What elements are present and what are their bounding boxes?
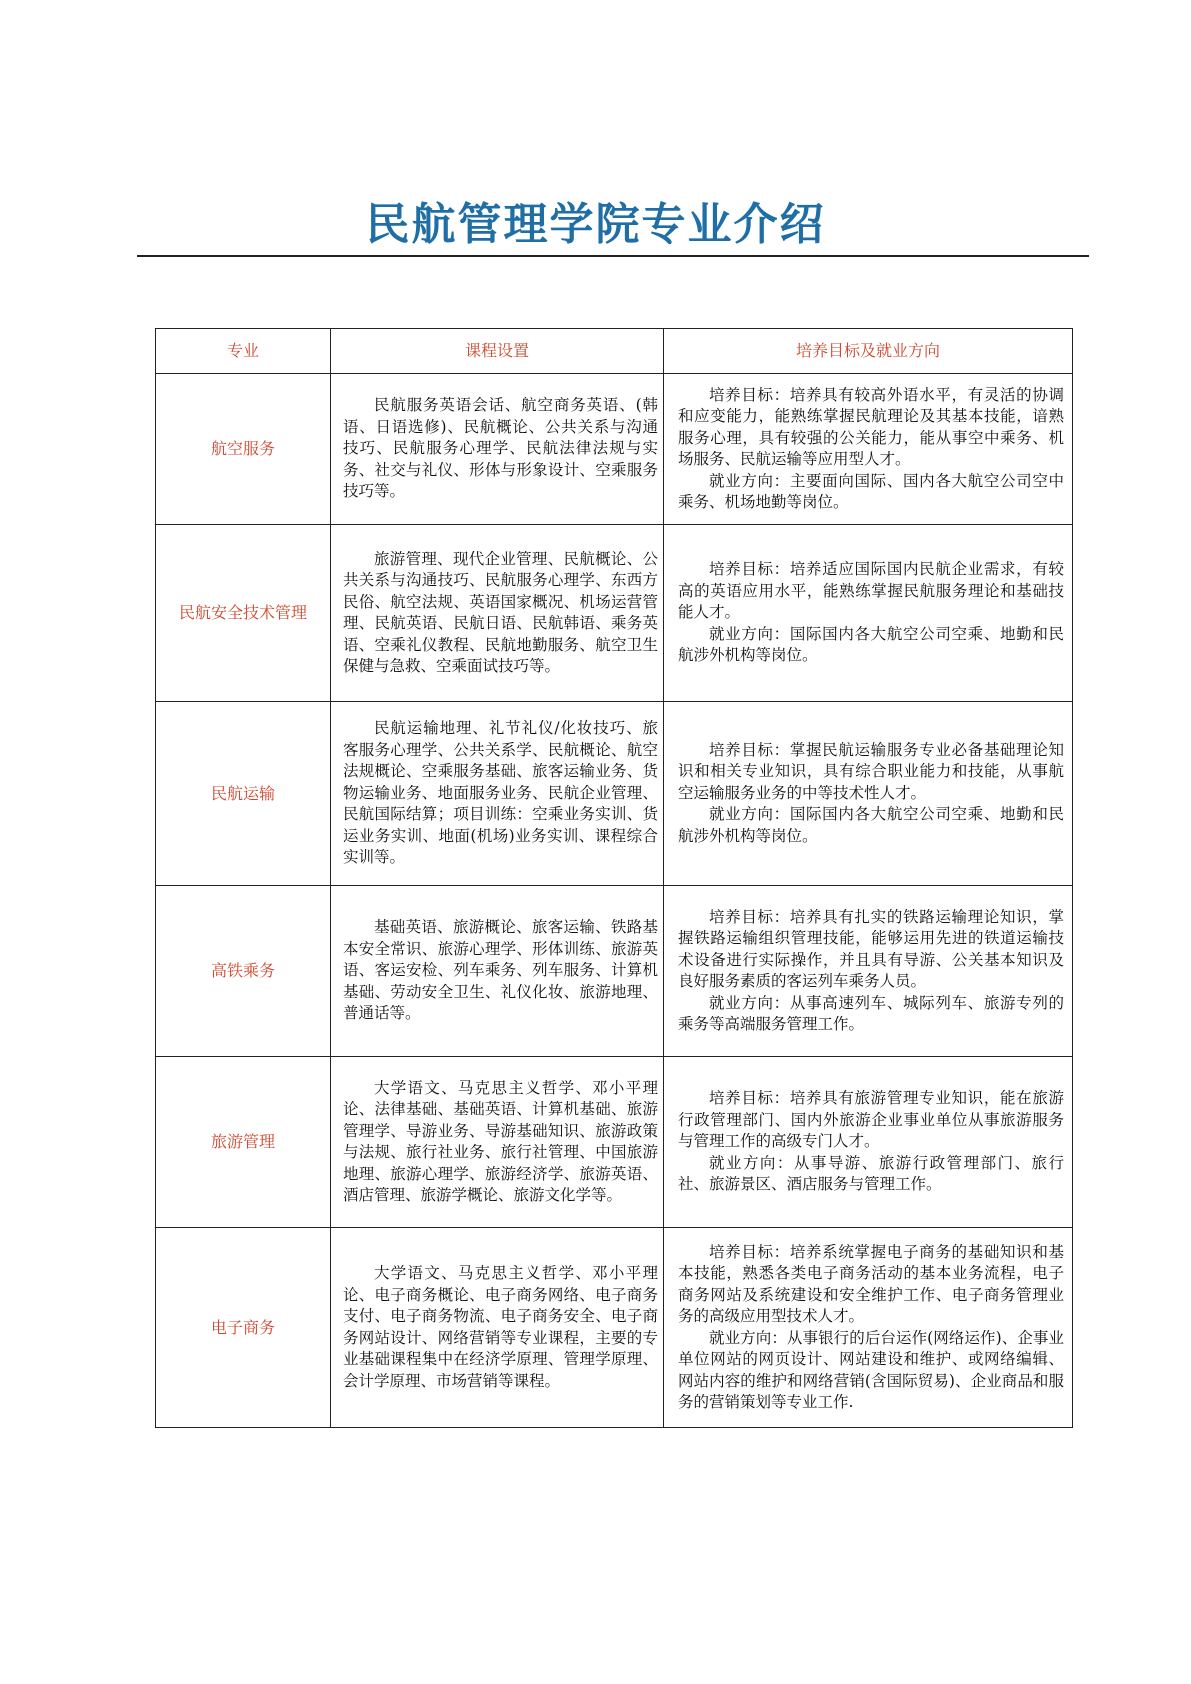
table-row (156, 525, 1073, 702)
course-list (331, 702, 664, 886)
training-goal: 培养目标：培养具有扎实的铁路运输理论知识，掌握铁路运输组织管理技能，能够运用先进的铁道运输技术设备进行实际操作，并且具有导游、公关基本知识及良好服务素质的客运列车乘务人员。 (678, 907, 1064, 990)
goal-career-cell (664, 1057, 1073, 1228)
course-text: 基础英语、旅游概论、旅客运输、铁路基本安全常识、旅游心理学、形体训练、旅游英语、客运安检、列车乘务、列车服务、计算机基础、劳动安全卫生、礼仪化妆、旅游地理、普通话等。 (343, 918, 658, 1023)
header-major: 专业 (156, 329, 331, 374)
training-goal: 培养目标：培养具有较高外语水平，有灵活的协调和应变能力，能熟练掌握民航理论及其基本技能，谙熟服务心理，具有较强的公关能力，能从事空中乘务、机场服务、民航运输等应用型人才。 (678, 385, 1064, 468)
training-goal: 培养目标：掌握民航运输服务专业必备基础理论知识和相关专业知识，具有综合职业能力和技能，从事航空运输服务业务的中等技术性人才。 (678, 740, 1064, 802)
career-direction: 就业方向：国际国内各大航空公司空乘、地勤和民航涉外机构等岗位。 (678, 624, 1064, 665)
table-row (156, 1228, 1073, 1428)
course-text: 大学语文、马克思主义哲学、邓小平理论、法律基础、基础英语、计算机基础、旅游管理学、导游业务、导游基础知识、旅游政策与法规、旅行社业务、旅行社管理、中国旅游地理、旅游心理学、旅游经济学、旅游英语、酒店管理、旅游学概论、旅游文化学等。 (343, 1078, 658, 1204)
major-name: 民航安全技术管理 (156, 525, 331, 702)
training-goal: 培养目标：培养系统掌握电子商务的基础知识和基本技能，熟悉各类电子商务活动的基本业务流程，电子商务网站及系统建设和安全维护工作、电子商务管理业务的高级应用型技术人才。 (678, 1242, 1064, 1325)
table-row (156, 1057, 1073, 1228)
header-goals: 培养目标及就业方向 (664, 329, 1073, 374)
table-row (156, 886, 1073, 1057)
career-direction: 就业方向：主要面向国际、国内各大航空公司空中乘务、机场地勤等岗位。 (678, 471, 1064, 511)
goal-career-cell (664, 886, 1073, 1057)
course-text: 旅游管理、现代企业管理、民航概论、公共关系与沟通技巧、民航服务心理学、东西方民俗、航空法规、英语国家概况、机场运营管理、民航英语、民航日语、民航韩语、乘务英语、空乘礼仪教程、民航地勤服务、航空卫生保健与急救、空乘面试技巧等。 (343, 549, 658, 675)
title-divider (137, 255, 1089, 257)
training-goal: 培养目标：培养具有旅游管理专业知识，能在旅游行政管理部门、国内外旅游企业事业单位从事旅游服务与管理工作的高级专门人才。 (678, 1089, 1064, 1151)
major-name: 航空服务 (156, 374, 331, 525)
page-title: 民航管理学院专业介绍 (365, 199, 826, 250)
major-name: 高铁乘务 (156, 886, 331, 1057)
goal-career-cell (664, 525, 1073, 702)
table-row (156, 374, 1073, 525)
course-list (331, 1228, 664, 1428)
course-text: 民航运输地理、礼节礼仪/化妆技巧、旅客服务心理学、公共关系学、民航概论、航空法规概论、空乘服务基础、旅客运输业务、货物运输业务、地面服务业务、民航企业管理、民航国际结算；项目训练：空乘业务实训、货运业务实训、地面(机场)业务实训、课程综合实训等。 (343, 719, 658, 867)
course-text: 民航服务英语会话、航空商务英语、(韩语、日语选修)、民航概论、公共关系与沟通技巧、民航服务心理学、民航法律法规与实务、社交与礼仪、形体与形象设计、空乘服务技巧等。 (343, 396, 658, 501)
major-name: 旅游管理 (156, 1057, 331, 1228)
majors-table (155, 328, 1073, 1428)
course-list (331, 1057, 664, 1228)
career-direction: 就业方向：国际国内各大航空公司空乘、地勤和民航涉外机构等岗位。 (678, 805, 1064, 845)
course-text: 大学语文、马克思主义哲学、邓小平理论、电子商务概论、电子商务网络、电子商务支付、电子商务物流、电子商务安全、电子商务网站设计、网络营销等专业课程，主要的专业基础课程集中在经济学原理、管理学原理、会计学原理、市场营销等课程。 (343, 1264, 658, 1390)
course-list (331, 886, 664, 1057)
major-name: 电子商务 (156, 1228, 331, 1428)
training-goal: 培养目标：培养适应国际国内民航企业需求，有较高的英语应用水平，能熟练掌握民航服务理论和基础技能人才。 (678, 560, 1064, 622)
career-direction: 就业方向：从事高速列车、城际列车、旅游专列的乘务等高端服务管理工作。 (678, 993, 1064, 1033)
table-header-row (156, 329, 1073, 374)
header-courses: 课程设置 (331, 329, 664, 374)
table-row (156, 702, 1073, 886)
course-list (331, 525, 664, 702)
goal-career-cell (664, 702, 1073, 886)
goal-career-cell (664, 374, 1073, 525)
course-list (331, 374, 664, 525)
career-direction: 就业方向：从事银行的后台运作(网络运作)、企事业单位网站的网页设计、网站建设和维护、或网络编辑、网站内容的维护和网络营销(含国际贸易)、企业商品和服务的营销策划等专业工作. (678, 1328, 1064, 1411)
goal-career-cell (664, 1228, 1073, 1428)
career-direction: 就业方向：从事导游、旅游行政管理部门、旅行社、旅游景区、酒店服务与管理工作。 (678, 1153, 1064, 1194)
major-name: 民航运输 (156, 702, 331, 886)
